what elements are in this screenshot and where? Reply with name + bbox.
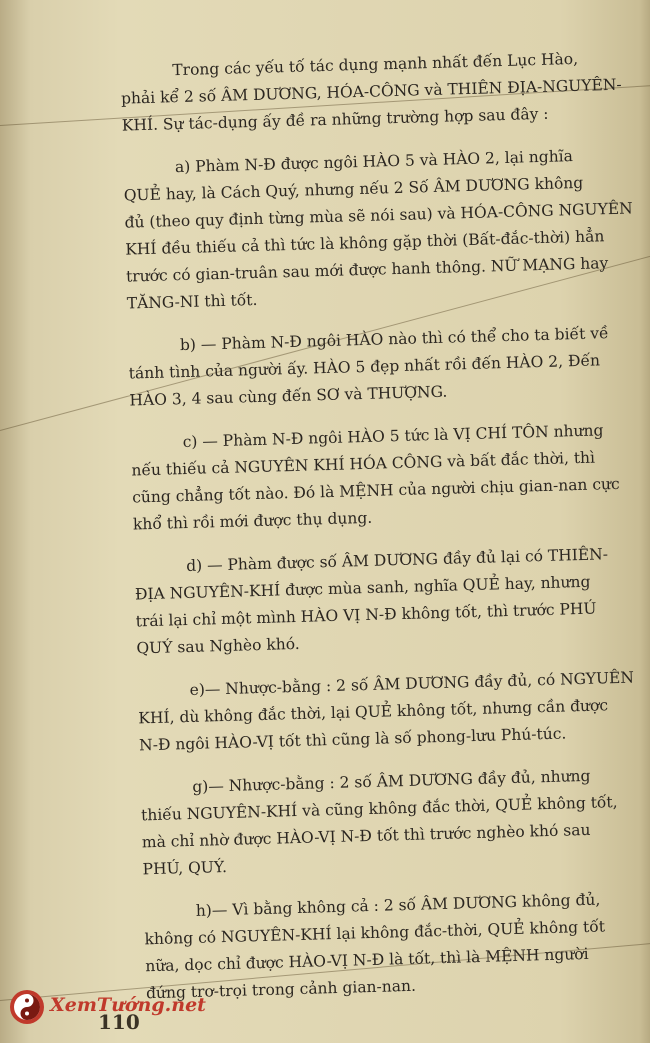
text-line: Trong các yếu tố tác dụng mạnh nhất đến Lục Hào, (172, 49, 579, 80)
yin-yang-icon (10, 990, 44, 1024)
text-line: phải kể 2 số ÂM DƯƠNG, HÓA-CÔNG và THIÊN ĐỊA-NGUYÊN- (120, 75, 622, 108)
body-text (72, 45, 635, 1024)
paragraph (89, 665, 635, 760)
logo-text: XemTướng.net (50, 994, 206, 1016)
page-number: 110 (98, 1010, 140, 1034)
text-line: đủ (theo quy định từng mùa sẽ nói sau) và HÓA-CÔNG NGUYÊN (124, 199, 633, 232)
text-line: KHÍ đều thiếu cả thì tức là không gặp thời (Bất-đắc-thời) hẳn (125, 227, 605, 259)
text-line: QUẺ hay, là Cách Quý, nhưng nếu 2 Số ÂM DƯƠNG không (123, 173, 584, 205)
paragraph (86, 541, 609, 663)
text-line: không có NGUYÊN-KHÍ lại không đắc-thời, QUẺ không tốt (144, 917, 606, 949)
text-line: TĂNG-NI thì tốt. (126, 290, 258, 313)
text-line: h)— Vì bằng không cả : 2 số ÂM DƯƠNG không đủ, (195, 890, 601, 920)
text-line: g)— Nhược-bằng : 2 số ÂM DƯƠNG đầy đủ, nhưng (192, 766, 591, 796)
text-line: trái lại chỉ một mình HÀO VỊ N-Đ không tốt, thì trước PHÚ (135, 599, 597, 631)
text-line: thiếu NGUYÊN-KHÍ và cũng không đắc thời, QUẺ không tốt, (140, 793, 618, 825)
text-line: đứng trơ-trọi trong cảnh gian-nan. (145, 976, 417, 1003)
text-line: d) — Phàm được số ÂM DƯƠNG đầy đủ lại có THIÊN- (185, 545, 609, 576)
text-line: cũng chẳng tốt nào. Đó là MỆNH của người chịu gian-nan cực (131, 474, 620, 507)
site-logo[interactable] (10, 990, 206, 1030)
text-line: QUÝ sau Nghèo khó. (136, 634, 300, 658)
text-line: KHÍ. Sự tác-dụng ấy đề ra những trường hợp sau đây : (121, 104, 549, 135)
text-line: c) — Phàm N-Đ ngôi HÀO 5 tức là VỊ CHÍ TÔN nhưng (182, 421, 604, 452)
paragraph (72, 45, 622, 140)
paragraph (92, 762, 618, 884)
text-line: b) — Phàm N-Đ ngôi HÀO nào thì có thể cho ta biết về (179, 324, 609, 355)
text-line: KHÍ, dù không đắc thời, lại QUẺ không tốt, nhưng cần được (138, 696, 609, 728)
text-line: N-Đ ngôi HÀO-VỊ tốt thì cũng là số phong-lưu Phú-túc. (138, 724, 567, 755)
text-line: nếu thiếu cả NGUYÊN KHÍ HÓA CÔNG và bất đắc thời, thì (131, 448, 596, 480)
text-line: trước có gian-truân sau mới được hanh thông. NỮ MẠNG hay (125, 254, 609, 286)
text-line: mà chỉ nhờ được HÀO-VỊ N-Đ tốt thì trước nghèo khó sau (141, 820, 591, 852)
text-line: ĐỊA NGUYÊN-KHÍ được mùa sanh, nghĩa QUẺ hay, nhưng (134, 572, 591, 604)
text-line: PHÚ, QUÝ. (142, 857, 228, 879)
paragraph (82, 417, 620, 539)
text-line: nữa, dọc chỉ được HÀO-VỊ N-Đ là tốt, thì là MỆNH người (145, 944, 589, 976)
text-line: e)— Nhược-bằng : 2 số ÂM DƯƠNG đầy đủ, có NGYUÊN (189, 668, 635, 699)
text-line: tánh tình của người ấy. HÀO 5 đẹp nhất rồi đến HÀO 2, Đến (128, 351, 601, 383)
paragraph (75, 142, 633, 318)
paragraph (80, 320, 609, 415)
text-line: khổ thì rồi mới được thụ dụng. (132, 508, 373, 534)
text-line: a) Phàm N-Đ được ngôi HÀO 5 và HÀO 2, lại nghĩa (174, 147, 574, 177)
text-line: HÀO 3, 4 sau cùng đến SƠ và THƯỢNG. (129, 382, 448, 410)
